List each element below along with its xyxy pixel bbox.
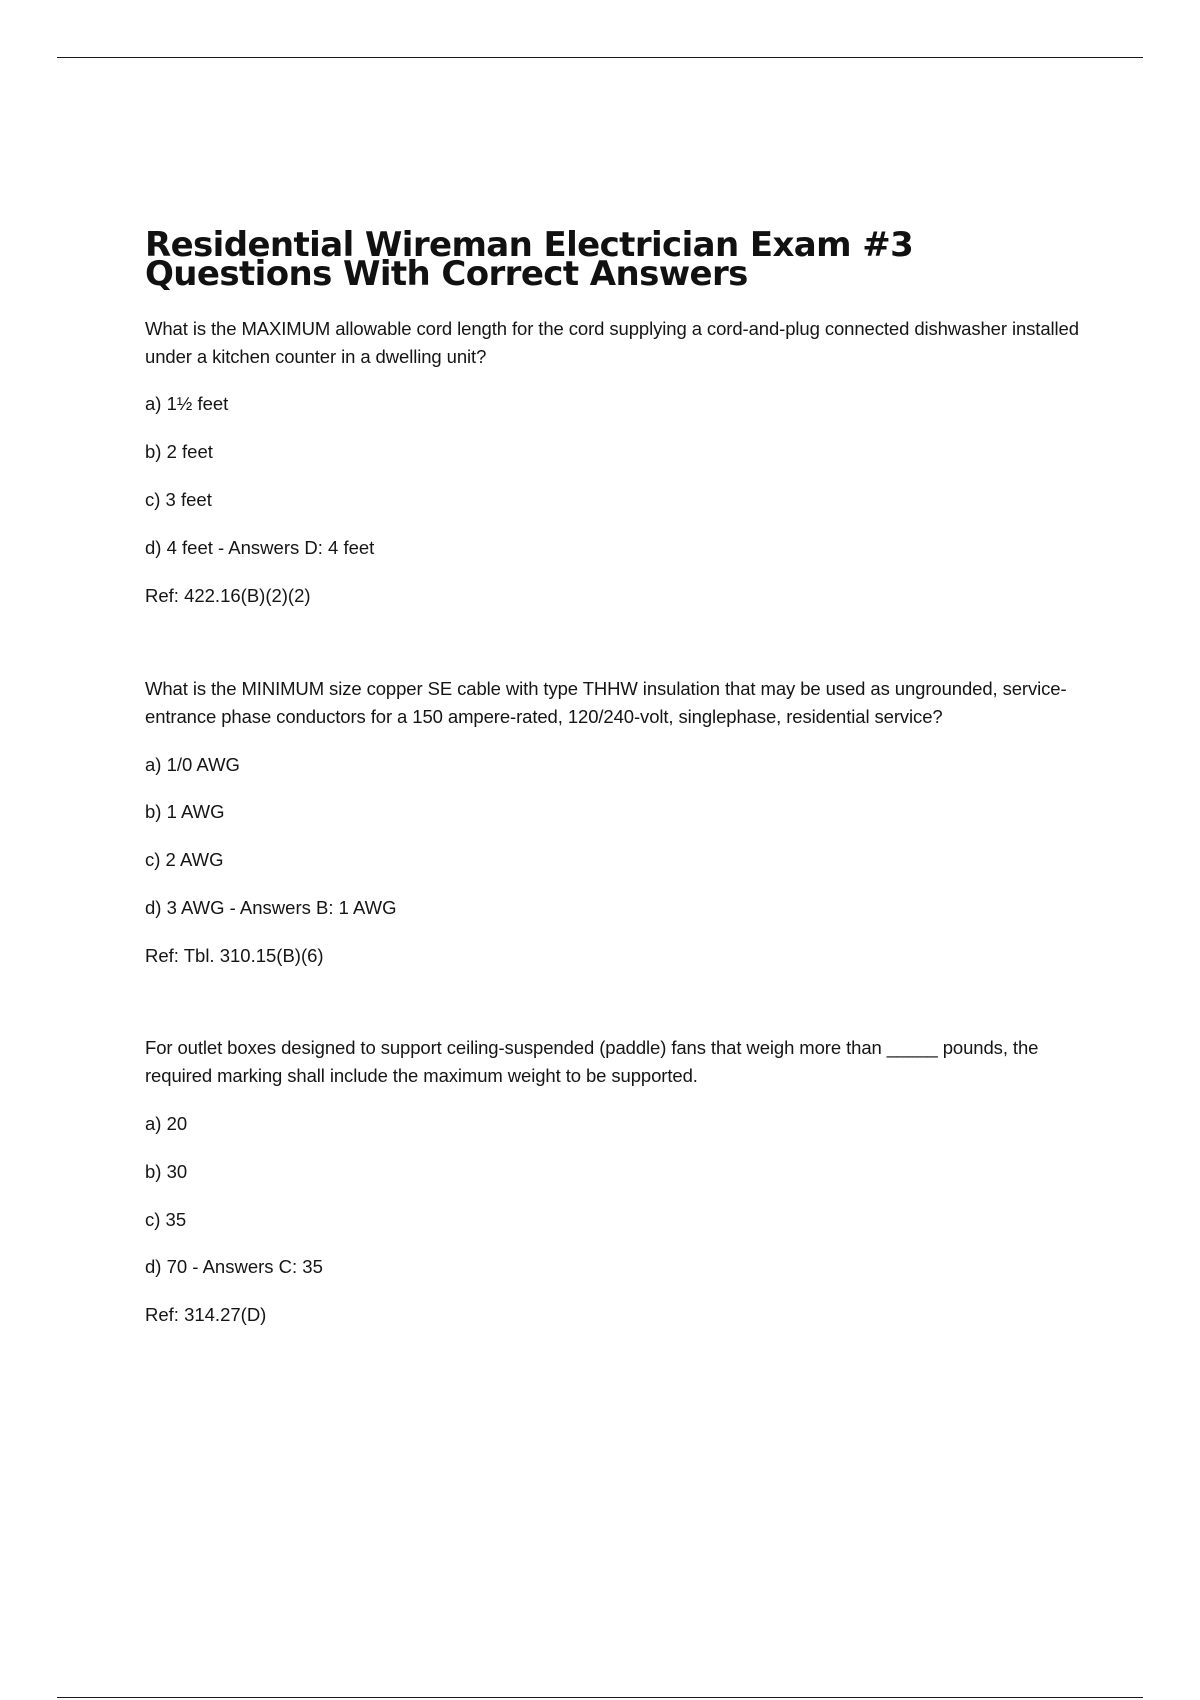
answer-option: c) 3 feet — [145, 489, 212, 510]
answer-option: a) 1/0 AWG — [145, 754, 240, 775]
question-block — [145, 675, 1105, 970]
answer-option: a) 20 — [145, 1113, 188, 1134]
answer-option: b) 2 feet — [145, 441, 213, 462]
answer-option: b) 30 — [145, 1161, 188, 1182]
reference-text: Ref: Tbl. 310.15(B)(6) — [145, 945, 324, 966]
answer-option: c) 2 AWG — [145, 849, 224, 870]
question-text: For outlet boxes designed to support ceiling-suspended (paddle) fans that weigh more than _____ pounds, the required marking shall include the maximum weight to be supported. — [145, 1037, 1039, 1086]
question-block — [145, 315, 1105, 610]
answer-option: b) 1 AWG — [145, 801, 225, 822]
reference-text: Ref: 314.27(D) — [145, 1304, 267, 1325]
answer-option: d) 3 AWG - Answers B: 1 AWG — [145, 897, 397, 918]
question-block — [145, 1034, 1105, 1329]
header-rule — [57, 57, 1143, 58]
answer-option: a) 1½ feet — [145, 393, 229, 414]
answer-option: d) 70 - Answers C: 35 — [145, 1256, 323, 1277]
footer-rule — [57, 1697, 1143, 1698]
document-body — [145, 225, 1105, 1329]
answer-option: d) 4 feet - Answers D: 4 feet — [145, 537, 375, 558]
reference-text: Ref: 422.16(B)(2)(2) — [145, 585, 311, 606]
answer-option: c) 35 — [145, 1209, 187, 1230]
question-text: What is the MAXIMUM allowable cord length for the cord supplying a cord-and-plug connected dishwasher installed under a kitchen counter in a dwelling unit? — [145, 318, 1079, 367]
question-text: What is the MINIMUM size copper SE cable with type THHW insulation that may be used as ungrounded, service-entrance phase conductors for a 150 ampere-rated, 120/240-volt, singlephase, residential service? — [145, 678, 1067, 727]
document-title: Residential Wireman Electrician Exam #3 Questions With Correct Answers — [145, 225, 914, 294]
